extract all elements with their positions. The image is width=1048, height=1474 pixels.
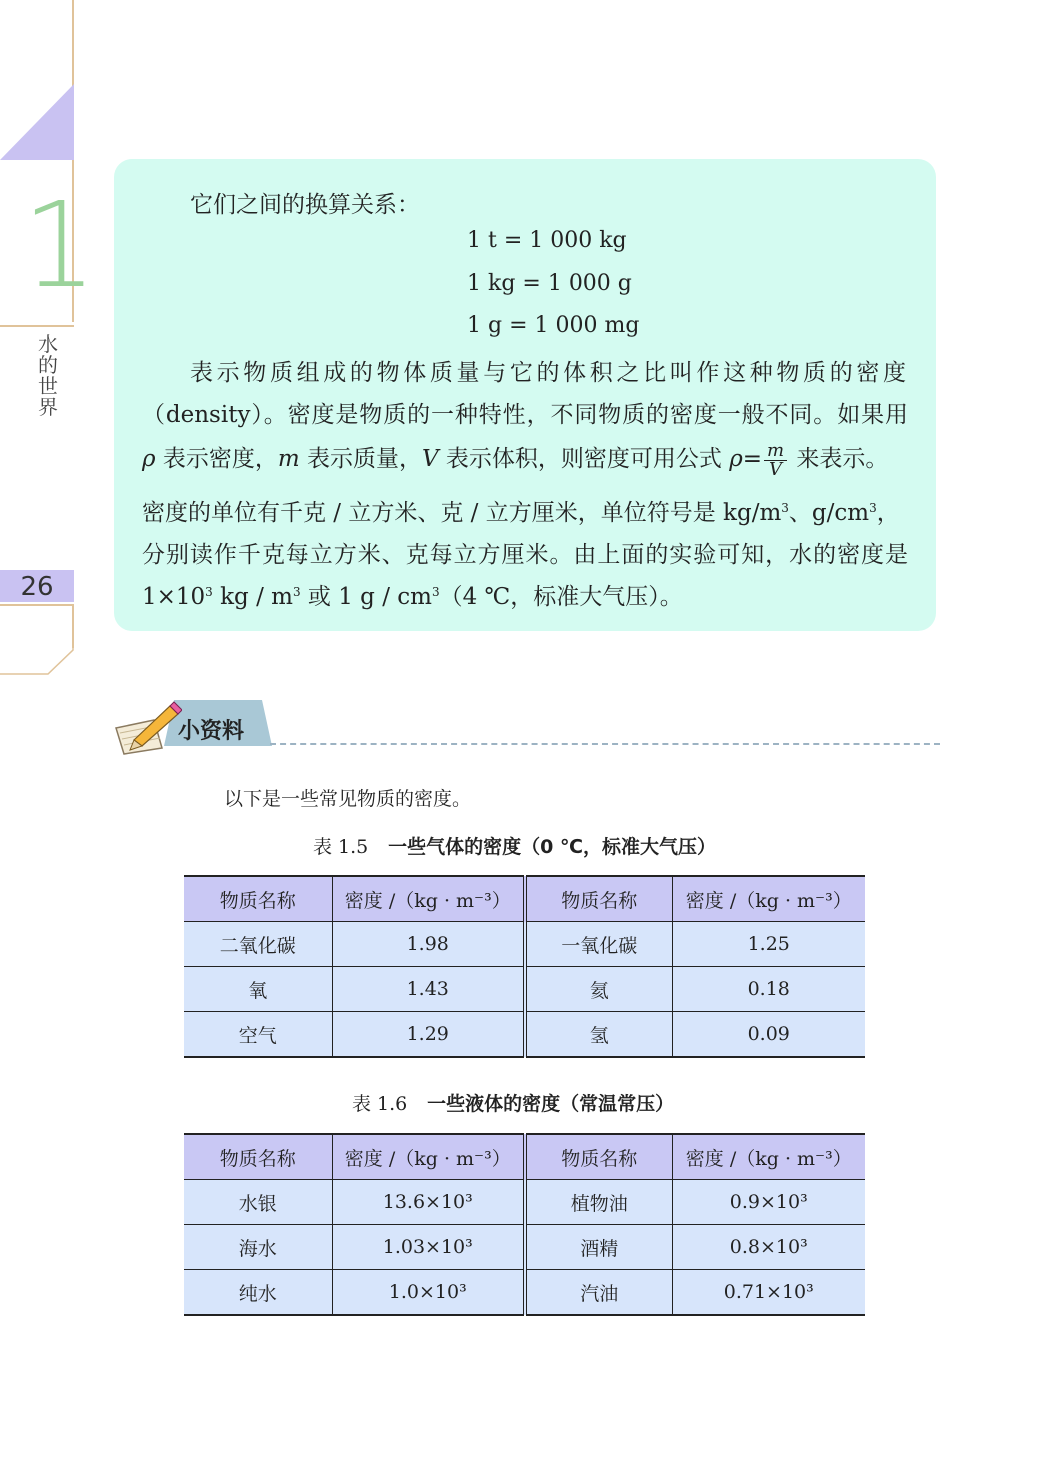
density-units-line1: 密度的单位有千克 / 立方米、克 / 立方厘米，单位符号是 $kg/m^3$、$g/cm^3$， bbox=[142, 500, 900, 526]
table-cell: 1.03×10³ bbox=[332, 1225, 525, 1270]
table-row bbox=[184, 1180, 865, 1225]
volume-symbol: V bbox=[421, 446, 439, 472]
conversion-intro: 它们之间的换算关系： bbox=[190, 192, 420, 218]
table-cell: 1.25 bbox=[672, 922, 865, 967]
table-cell: 空气 bbox=[184, 1012, 332, 1058]
column-header: 密度 /（kg · m⁻³） bbox=[332, 876, 525, 922]
column-header: 物质名称 bbox=[184, 876, 332, 922]
info-label: 小资料 bbox=[178, 719, 245, 744]
table-cell: 二氧化碳 bbox=[184, 922, 332, 967]
table-cell: 海水 bbox=[184, 1225, 332, 1270]
table-cell: 1.98 bbox=[332, 922, 525, 967]
info-dashed-rule bbox=[270, 743, 940, 745]
sidebar-triangle-decoration bbox=[0, 84, 74, 160]
mass-symbol: m bbox=[277, 446, 300, 472]
fraction-numerator: m bbox=[764, 442, 787, 461]
table-cell: 植物油 bbox=[525, 1180, 672, 1225]
density-units-line2: 分别读作千克每立方米、克每立方厘米。由上面的实验可知，水的密度是 bbox=[142, 542, 908, 568]
table1-caption-text: 一些气体的密度（0 ℃，标准大气压） bbox=[388, 836, 716, 858]
table-cell: 0.71×10³ bbox=[672, 1270, 865, 1316]
fraction-denominator: V bbox=[769, 458, 783, 480]
table-cell: 氢 bbox=[525, 1012, 672, 1058]
sidebar-divider bbox=[0, 325, 74, 327]
column-header: 物质名称 bbox=[184, 1134, 332, 1180]
table2-caption bbox=[352, 1089, 674, 1116]
column-header: 密度 /（kg · m⁻³） bbox=[332, 1134, 525, 1180]
table-cell: 13.6×10³ bbox=[332, 1180, 525, 1225]
table-cell: 氧 bbox=[184, 967, 332, 1012]
equation-gram: 1 g = 1 000 mg bbox=[467, 313, 640, 338]
table-cell: 1.43 bbox=[332, 967, 525, 1012]
column-header: 密度 /（kg · m⁻³） bbox=[672, 1134, 865, 1180]
table-cell: 0.18 bbox=[672, 967, 865, 1012]
info-intro: 以下是一些常见物质的密度。 bbox=[224, 788, 472, 810]
table-cell: 0.9×10³ bbox=[672, 1180, 865, 1225]
table2-caption-number: 表 1.6 bbox=[352, 1093, 408, 1115]
density-formula-line: ρ 表示密度，m 表示质量，V 表示体积，则密度可用公式 ρ= $\frac{m}{V}$ 来表示。 bbox=[142, 439, 889, 480]
table-row bbox=[184, 922, 865, 967]
table-header-row bbox=[184, 1134, 865, 1180]
density-definition-line1: 表示物质组成的物体质量与它的体积之比叫作这种物质的密度 bbox=[190, 360, 906, 386]
water-density-line: $1\times 10^3$ kg / $m^3$ 或 1 g / $cm^3(4$ ℃，标准大气压）。 bbox=[142, 584, 683, 610]
table-cell: 酒精 bbox=[525, 1225, 672, 1270]
equation-ton: 1 t = 1 000 kg bbox=[467, 228, 627, 253]
page-number: 26 bbox=[20, 572, 54, 602]
table-cell: 纯水 bbox=[184, 1270, 332, 1316]
liquid-density-table bbox=[184, 1133, 865, 1316]
table-cell: 1.29 bbox=[332, 1012, 525, 1058]
table1-caption-number: 表 1.5 bbox=[313, 836, 369, 858]
gas-density-table bbox=[184, 875, 865, 1058]
table-cell: 水银 bbox=[184, 1180, 332, 1225]
table2-caption-text: 一些液体的密度（常温常压） bbox=[427, 1093, 675, 1115]
table-row bbox=[184, 1012, 865, 1058]
sidebar-corner-decoration bbox=[0, 640, 76, 680]
density-fraction bbox=[764, 439, 787, 480]
pencil-notebook-icon bbox=[112, 700, 182, 756]
table-header-row bbox=[184, 876, 865, 922]
table-cell: 0.09 bbox=[672, 1012, 865, 1058]
chapter-number: 1 bbox=[22, 176, 98, 314]
page-number-underline bbox=[0, 604, 74, 606]
table-cell: 一氧化碳 bbox=[525, 922, 672, 967]
rho-symbol: ρ bbox=[142, 446, 156, 472]
column-header: 密度 /（kg · m⁻³） bbox=[672, 876, 865, 922]
table-cell: 0.8×10³ bbox=[672, 1225, 865, 1270]
table-row bbox=[184, 967, 865, 1012]
table-cell: 氦 bbox=[525, 967, 672, 1012]
table-cell: 汽油 bbox=[525, 1270, 672, 1316]
chapter-title: 水的世界 bbox=[38, 332, 58, 419]
density-definition-line2: （density）。密度是物质的一种特性，不同物质的密度一般不同。如果用 bbox=[142, 402, 908, 428]
table-row bbox=[184, 1225, 865, 1270]
equation-kilogram: 1 kg = 1 000 g bbox=[467, 271, 632, 296]
column-header: 物质名称 bbox=[525, 876, 672, 922]
table-row bbox=[184, 1270, 865, 1316]
table1-caption bbox=[313, 832, 716, 859]
formula-lhs: ρ= bbox=[729, 446, 763, 472]
table-cell: 1.0×10³ bbox=[332, 1270, 525, 1316]
column-header: 物质名称 bbox=[525, 1134, 672, 1180]
